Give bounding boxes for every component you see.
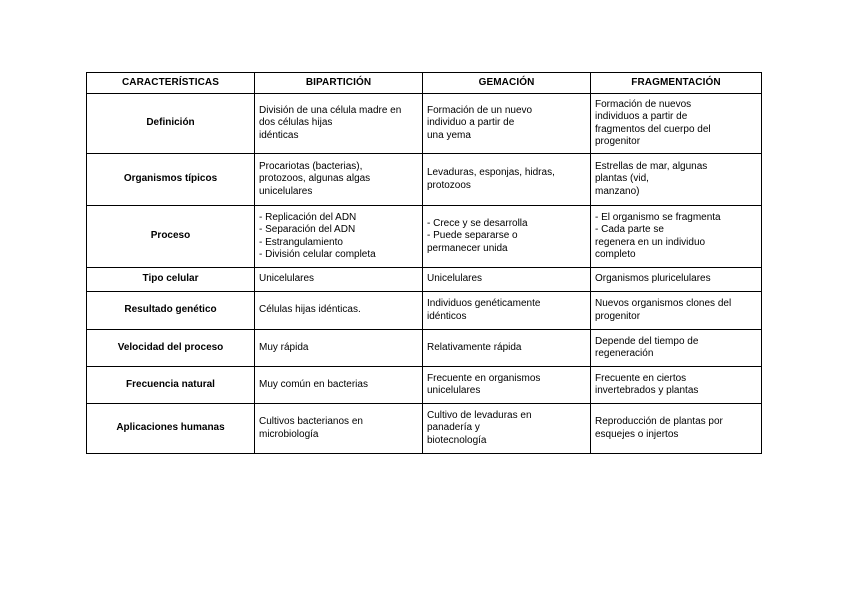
cell-gemacion: Cultivo de levaduras en panadería y biotecnología — [423, 404, 591, 454]
row-label: Resultado genético — [87, 292, 255, 330]
cell-fragmentacion: Depende del tiempo de regeneración — [591, 330, 762, 367]
cell-biparticion: - Replicación del ADN - Separación del ADN - Estrangulamiento - División celular completa — [255, 206, 423, 268]
row-label: Tipo celular — [87, 268, 255, 292]
table-row-organismos — [87, 154, 762, 206]
table-row-frecuencia — [87, 367, 762, 404]
cell-fragmentacion: Reproducción de plantas por esquejes o injertos — [591, 404, 762, 454]
row-label: Aplicaciones humanas — [87, 404, 255, 454]
cell-fragmentacion: Frecuente en ciertos invertebrados y plantas — [591, 367, 762, 404]
header-gemacion: GEMACIÓN — [423, 73, 591, 94]
cell-gemacion: Frecuente en organismos unicelulares — [423, 367, 591, 404]
cell-gemacion: Relativamente rápida — [423, 330, 591, 367]
header-caracteristicas: CARACTERÍSTICAS — [87, 73, 255, 94]
cell-gemacion: Individuos genéticamente idénticos — [423, 292, 591, 330]
cell-biparticion: Cultivos bacterianos en microbiología — [255, 404, 423, 454]
table-header-row — [87, 73, 762, 94]
row-label: Proceso — [87, 206, 255, 268]
table-row-resultado — [87, 292, 762, 330]
cell-fragmentacion: - El organismo se fragmenta - Cada parte se regenera en un individuo completo — [591, 206, 762, 268]
cell-biparticion: Unicelulares — [255, 268, 423, 292]
row-label: Frecuencia natural — [87, 367, 255, 404]
row-label: Definición — [87, 94, 255, 154]
table-row-definicion — [87, 94, 762, 154]
cell-biparticion: Células hijas idénticas. — [255, 292, 423, 330]
cell-gemacion: - Crece y se desarrolla - Puede separarse o permanecer unida — [423, 206, 591, 268]
table-row-aplicaciones — [87, 404, 762, 454]
cell-biparticion: Procariotas (bacterias), protozoos, algunas algas unicelulares — [255, 154, 423, 206]
table-row-velocidad — [87, 330, 762, 367]
row-label: Organismos típicos — [87, 154, 255, 206]
row-label: Velocidad del proceso — [87, 330, 255, 367]
cell-gemacion: Unicelulares — [423, 268, 591, 292]
reproduction-comparison-table — [86, 72, 762, 454]
cell-fragmentacion: Nuevos organismos clones del progenitor — [591, 292, 762, 330]
comparison-table-container — [86, 72, 761, 454]
cell-fragmentacion: Organismos pluricelulares — [591, 268, 762, 292]
table-row-proceso — [87, 206, 762, 268]
cell-gemacion: Levaduras, esponjas, hidras, protozoos — [423, 154, 591, 206]
table-row-tipo-celular — [87, 268, 762, 292]
cell-biparticion: Muy común en bacterias — [255, 367, 423, 404]
header-fragmentacion: FRAGMENTACIÓN — [591, 73, 762, 94]
cell-biparticion: División de una célula madre en dos células hijas idénticas — [255, 94, 423, 154]
cell-gemacion: Formación de un nuevo individuo a partir de una yema — [423, 94, 591, 154]
header-biparticion: BIPARTICIÓN — [255, 73, 423, 94]
cell-fragmentacion: Estrellas de mar, algunas plantas (vid, manzano) — [591, 154, 762, 206]
cell-biparticion: Muy rápida — [255, 330, 423, 367]
cell-fragmentacion: Formación de nuevos individuos a partir de fragmentos del cuerpo del progenitor — [591, 94, 762, 154]
